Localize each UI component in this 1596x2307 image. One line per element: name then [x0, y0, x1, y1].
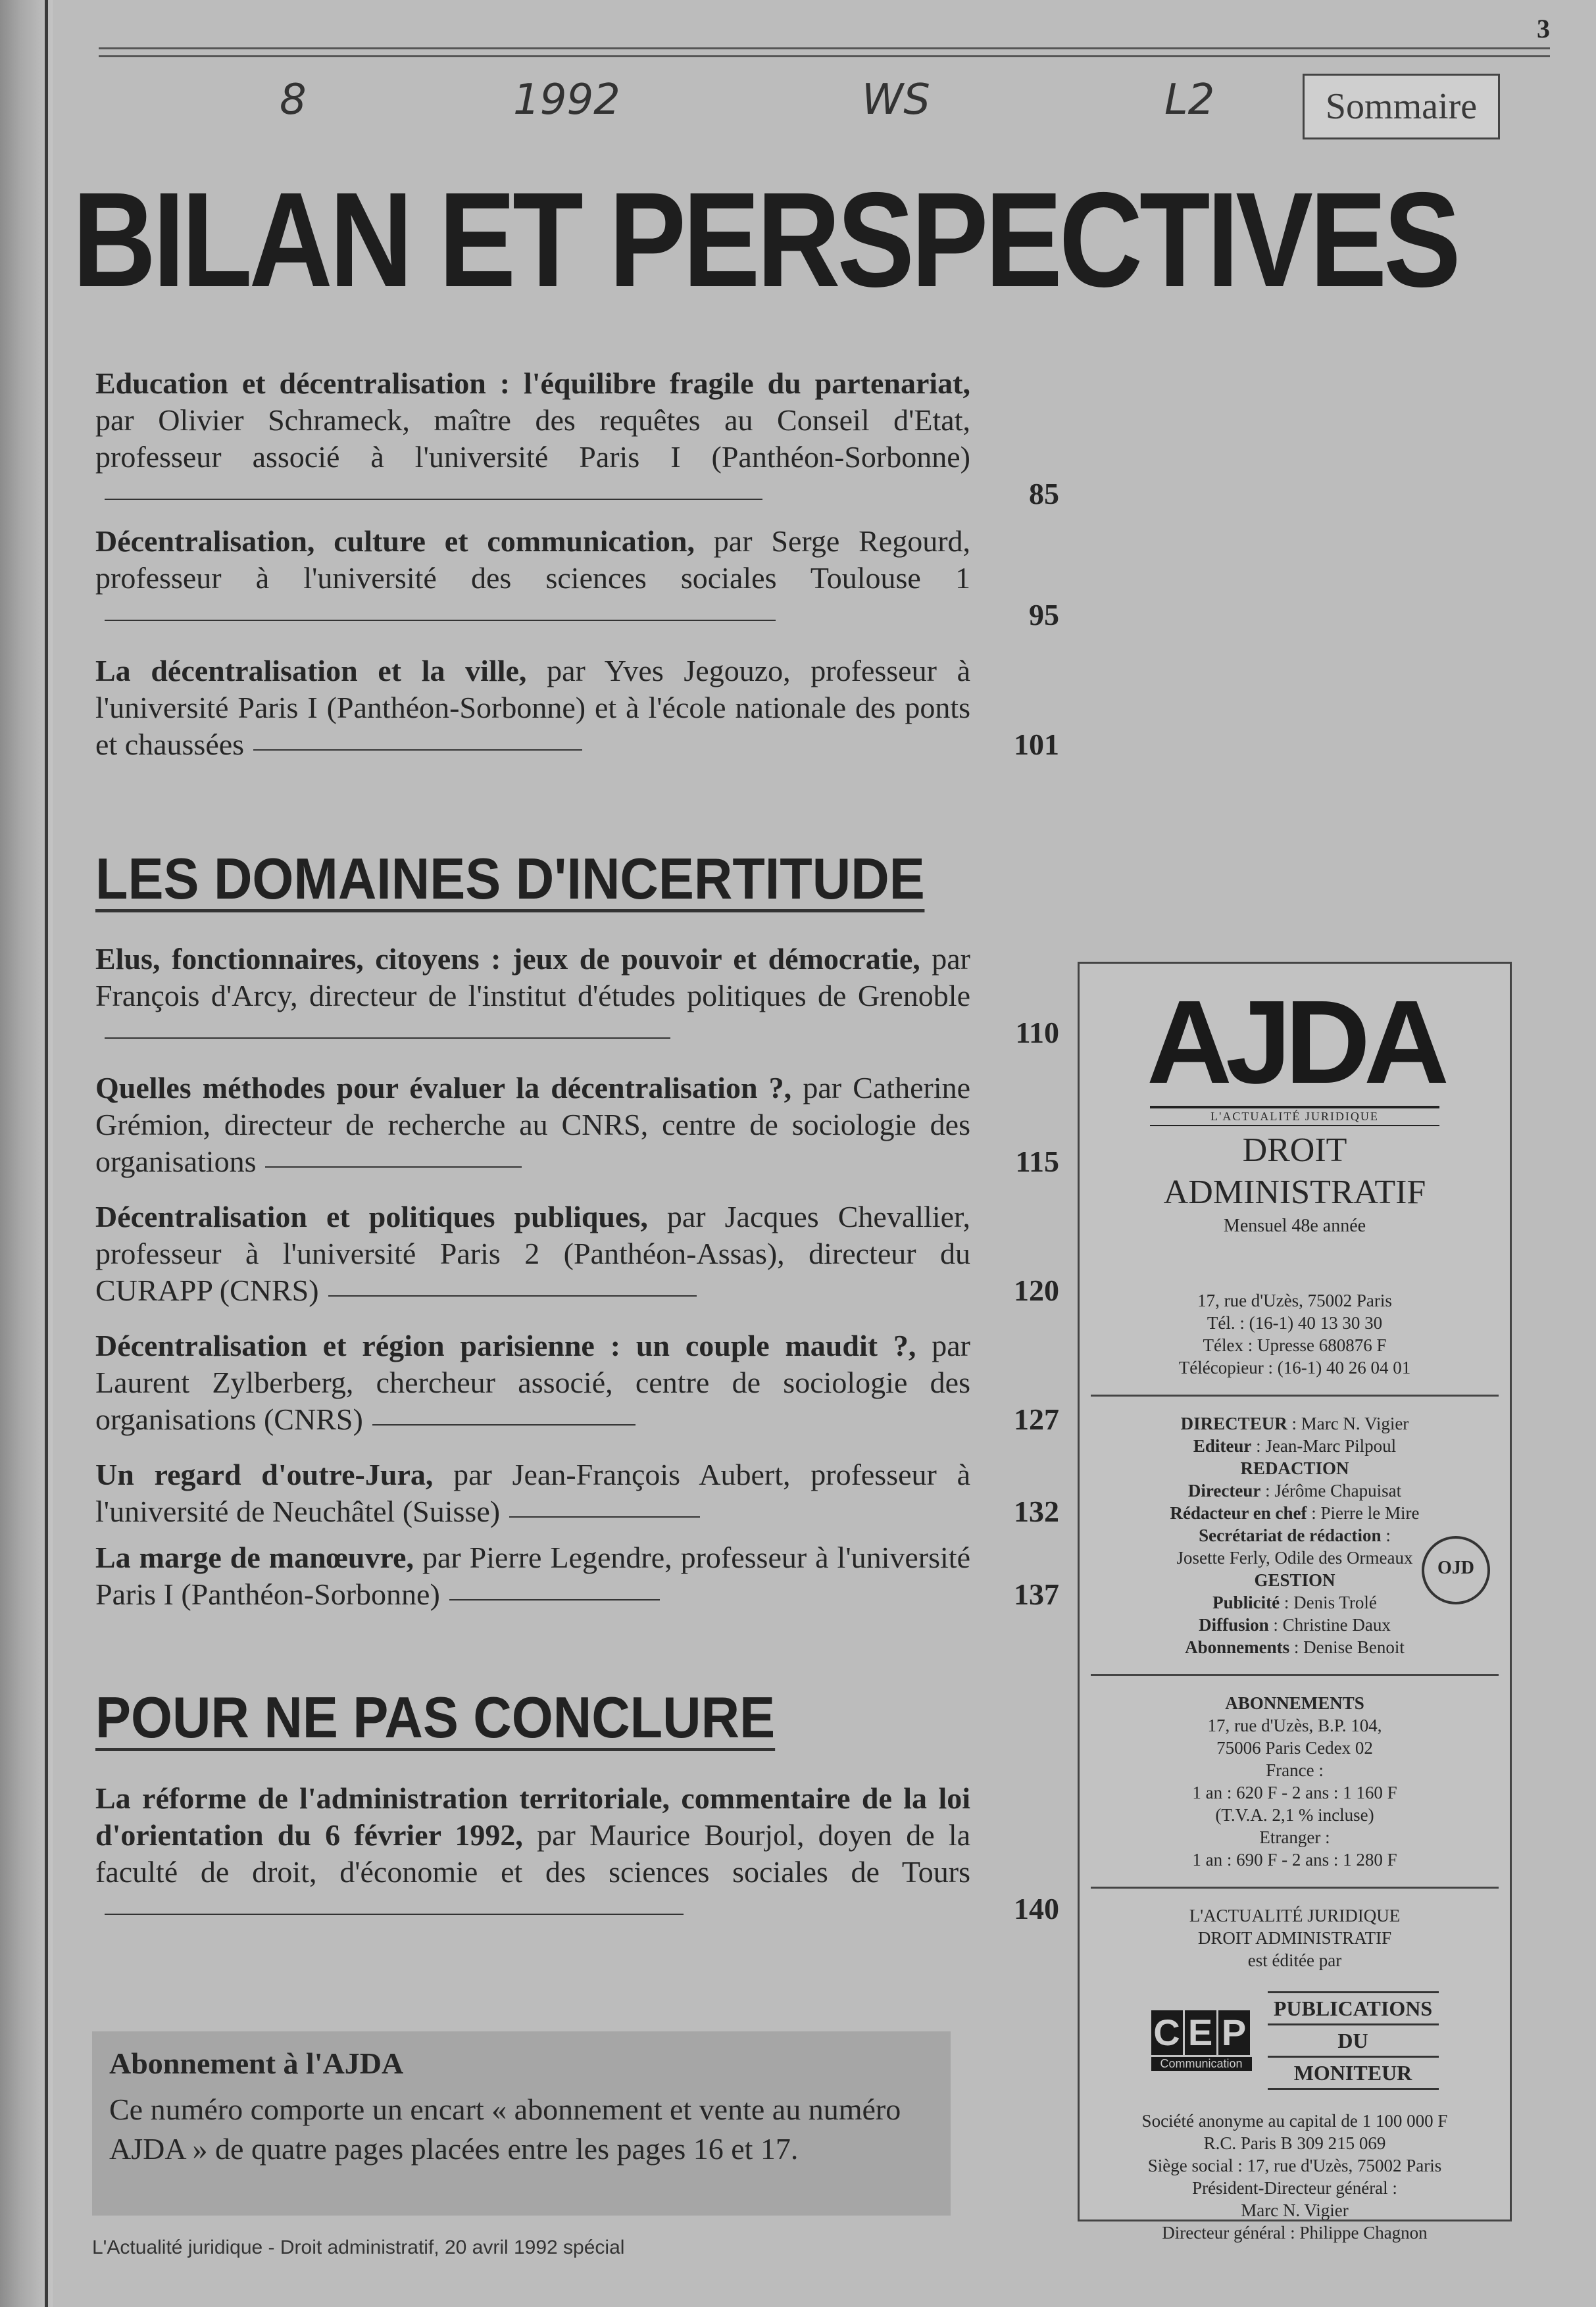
- journal-title-2: ADMINISTRATIF: [1163, 1174, 1426, 1211]
- toc-entry[interactable]: Décentralisation et politiques publiques, par Jacques Chevallier, professeur à l'université Paris 2 (Panthéon-Assas), directeur du CURAPP (CNRS) 120: [95, 1199, 970, 1309]
- notice-title: Abonnement à l'AJDA: [109, 2047, 404, 2080]
- toc-entry[interactable]: Un regard d'outre-Jura, par Jean-François Aubert, professeur à l'université de Neuchâtel (Suisse) 132: [95, 1456, 970, 1530]
- binding-spine: [0, 0, 53, 2307]
- toc-entry[interactable]: La marge de manœuvre, par Pierre Legendre, professeur à l'université Paris I (Panthéon-Sorbonne) 137: [95, 1539, 970, 1613]
- toc-page: 127: [1014, 1402, 1059, 1436]
- toc-entry[interactable]: Décentralisation et région parisienne : un couple maudit ?, par Laurent Zylberberg, chercheur associé, centre de sociologie des organisations (CNRS) 127: [95, 1327, 970, 1438]
- leader-line: [105, 1037, 670, 1039]
- handwritten-note-2: 1992: [513, 76, 620, 124]
- toc-page: 120: [1014, 1274, 1059, 1307]
- toc-page: 95: [1029, 598, 1059, 632]
- leader-line: [265, 1166, 522, 1168]
- journal-title-1: DROIT: [1242, 1131, 1347, 1169]
- page-number: 3: [1537, 14, 1550, 43]
- divider: [1091, 1674, 1499, 1676]
- publisher-logos: [1080, 1991, 1510, 2090]
- top-rule: [99, 47, 1550, 49]
- toc-page: 140: [1014, 1892, 1059, 1925]
- address-block: 17, rue d'Uzès, 75002 Paris Tél. : (16-1) 40 13 30 30 Télex : Upresse 680876 F Télécopieur : (16-1) 40 26 04 01: [1178, 1291, 1411, 1377]
- toc-page: 137: [1014, 1577, 1059, 1611]
- leader-line: [372, 1424, 636, 1426]
- journal-frequency: Mensuel 48e année: [1223, 1216, 1366, 1236]
- handwritten-note-4: L2: [1164, 76, 1215, 124]
- publisher-block: L'ACTUALITÉ JURIDIQUE DROIT ADMINISTRATIF est éditée par: [1189, 1906, 1401, 1970]
- toc-page: 110: [1015, 1016, 1059, 1049]
- leader-line: [328, 1295, 697, 1297]
- divider: [1091, 1887, 1499, 1889]
- leader-line: [105, 620, 776, 621]
- top-rule-2: [99, 55, 1550, 57]
- handwritten-note-3: WS: [862, 76, 930, 124]
- sommaire-tab: Sommaire: [1303, 74, 1500, 139]
- subscriptions-block: ABONNEMENTS 17, rue d'Uzès, B.P. 104, 75006 Paris Cedex 02 France : 1 an : 620 F - 2 ans : 1 160 F (T.V.A. 2,1 % incluse) Etranger : 1 an : 690 F - 2 ans : 1 280 F: [1192, 1693, 1397, 1870]
- leader-line: [509, 1516, 700, 1518]
- toc-page: 132: [1014, 1495, 1059, 1528]
- leader-line: [105, 499, 762, 500]
- section-title: LES DOMAINES D'INCERTITUDE: [95, 849, 925, 912]
- page-footer: L'Actualité juridique - Droit administratif, 20 avril 1992 spécial: [92, 2237, 625, 2258]
- ojd-stamp: OJD: [1422, 1536, 1490, 1604]
- leader-line: [253, 749, 582, 751]
- toc-page: 85: [1029, 477, 1059, 510]
- toc-entry[interactable]: Education et décentralisation : l'équilibre fragile du partenariat, par Olivier Schrameck, maître des requêtes au Conseil d'Etat, professeur associé à l'université Paris I (Panthéon-Sorbonne) 85: [95, 365, 970, 512]
- section-title: POUR NE PAS CONCLURE: [95, 1687, 775, 1751]
- toc-entry[interactable]: Décentralisation, culture et communication, par Serge Regourd, professeur à l'université des sciences sociales Toulouse 1 95: [95, 523, 970, 633]
- handwritten-note-1: 8: [280, 76, 307, 124]
- toc-page: 115: [1015, 1145, 1059, 1178]
- cep-logo: C E P Communication: [1151, 2010, 1252, 2071]
- toc-entry[interactable]: Elus, fonctionnaires, citoyens : jeux de pouvoir et démocratie, par François d'Arcy, directeur de l'institut d'études politiques de Grenoble 110: [95, 941, 970, 1051]
- notice-body: Ce numéro comporte un encart « abonnement et vente au numéro AJDA » de quatre pages placées entre les pages 16 et 17.: [109, 2093, 901, 2166]
- toc-entry[interactable]: Quelles méthodes pour évaluer la décentralisation ?, par Catherine Grémion, directeur de recherche au CNRS, centre de sociologie des organisations 115: [95, 1070, 970, 1180]
- leader-line: [449, 1599, 660, 1600]
- masthead-panel: [1078, 962, 1512, 2243]
- toc-page: 101: [1014, 728, 1059, 761]
- leader-line: [105, 1914, 684, 1915]
- moniteur-logo: PUBLICATIONS DU MONITEUR: [1268, 1991, 1439, 2090]
- toc-entry[interactable]: La décentralisation et la ville, par Yves Jegouzo, professeur à l'université Paris I (Panthéon-Sorbonne) et à l'école nationale des ponts et chaussées 101: [95, 653, 970, 763]
- subscription-notice: [92, 2031, 951, 2216]
- logo-subtitle: L'ACTUALITÉ JURIDIQUE: [1150, 1106, 1439, 1126]
- spine-edge: [45, 0, 48, 2307]
- divider: [1091, 1395, 1499, 1397]
- company-block: Société anonyme au capital de 1 100 000 F R.C. Paris B 309 215 069 Siège social : 17, rue d'Uzès, 75002 Paris Président-Directeur général : Marc N. Vigier Directeur général : Philippe Chagnon: [1141, 2111, 1448, 2243]
- staff-block: DIRECTEUR : Marc N. Vigier Editeur : Jean-Marc Pilpoul REDACTION Directeur : Jérôme Chapuisat Rédacteur en chef : Pierre le Mire Secrétariat de rédaction : Josette Ferly, Odile des Ormeaux GESTION Publicité : Denis Trolé Diffusion : Christine Daux Abonnements : Denise Benoit: [1170, 1414, 1420, 1657]
- main-title: BILAN ET PERSPECTIVES: [72, 164, 1458, 315]
- toc-entry[interactable]: La réforme de l'administration territoriale, commentaire de la loi d'orientation du 6 février 1992, par Maurice Bourjol, doyen de la faculté de droit, d'économie et des sciences sociales de Tours 140: [95, 1780, 970, 1927]
- ajda-logo: AJDA: [1146, 976, 1443, 1108]
